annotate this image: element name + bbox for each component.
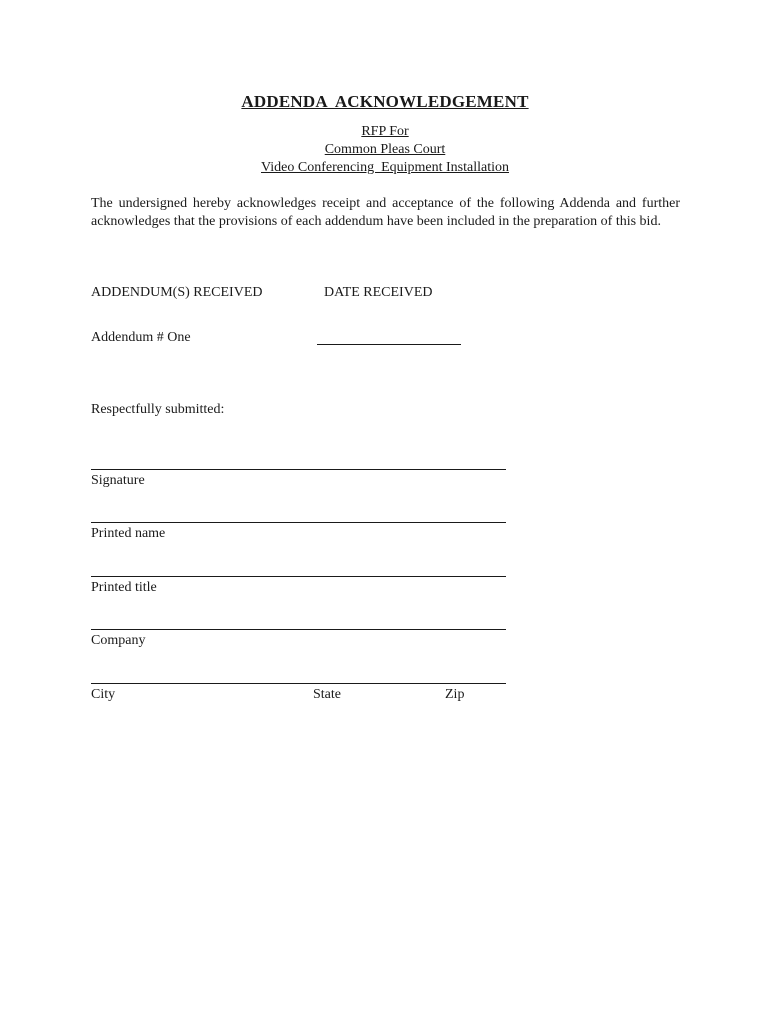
intro-paragraph: The undersigned hereby acknowledges receipt and acceptance of the following Addenda and further acknowledges that the provisions of each addendum have been included in the preparation of this bid. [91,196,680,229]
company-label: Company [91,633,146,648]
printed-title-label: Printed title [91,580,157,595]
document-title: ADDENDA ACKNOWLEDGEMENT [241,92,529,111]
subtitle-project-name: Video Conferencing Equipment Installation [261,160,509,175]
signature-label: Signature [91,473,145,488]
date-received-field[interactable] [317,344,461,345]
respectfully-submitted-text: Respectfully submitted: [91,402,225,417]
addenda-received-header: ADDENDUM(S) RECEIVED [91,285,263,300]
signature-field[interactable] [91,469,506,470]
zip-label: Zip [445,687,465,702]
addendum-one-label: Addendum # One [91,330,191,345]
subtitle-rfp-for: RFP For [361,124,409,139]
state-label: State [313,687,341,702]
city-state-zip-field[interactable] [91,683,506,684]
date-received-header: DATE RECEIVED [324,285,433,300]
company-field[interactable] [91,629,506,630]
printed-name-field[interactable] [91,522,506,523]
printed-title-field[interactable] [91,576,506,577]
printed-name-label: Printed name [91,526,166,541]
subtitle-court-name: Common Pleas Court [324,142,446,157]
city-label: City [91,687,116,702]
